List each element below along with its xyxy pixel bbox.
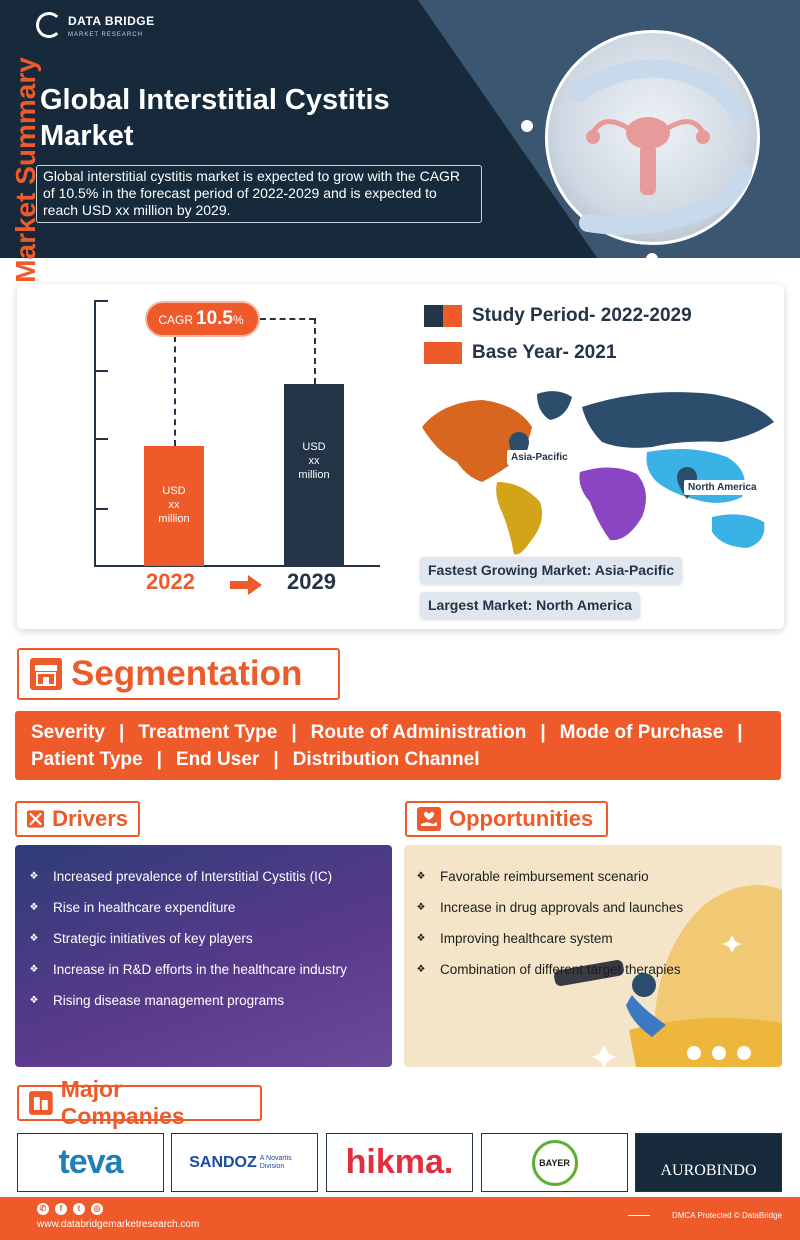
- social-links: [37, 1203, 103, 1215]
- cagr-value: 10.5: [196, 308, 233, 329]
- legend-study-period: [424, 305, 692, 327]
- twitter-icon[interactable]: t: [73, 1203, 85, 1215]
- world-map: [412, 382, 778, 562]
- list-item: [27, 892, 347, 923]
- brand-logo: [36, 12, 155, 38]
- list-item: [414, 954, 683, 985]
- hand-heart-icon: [417, 807, 441, 831]
- segment-separator: |: [291, 722, 297, 743]
- opportunity-text: Combination of different target therapies: [440, 962, 681, 977]
- opportunity-text: Favorable reimbursement scenario: [440, 869, 649, 884]
- brand-logo-icon: [36, 12, 62, 38]
- brand-name: DATA BRIDGE: [68, 14, 155, 28]
- list-item: [27, 954, 347, 985]
- company-logo-bayer: [481, 1133, 628, 1192]
- segmentation-bar: [15, 711, 781, 780]
- diamond-bullet-icon: ❖: [416, 933, 426, 944]
- segment-item: Treatment Type: [138, 722, 278, 743]
- decor-dot: [646, 253, 658, 258]
- bayer-cross-logo: [532, 1140, 578, 1186]
- intro-text: Global interstitial cystitis market is expected to grow with the CAGR of 10.5% in the forecast period of 2022-2029 and is expected to reach USD xx million by 2029.: [36, 165, 482, 223]
- opportunities-heading: [405, 801, 608, 837]
- companies-title: Major Companies: [60, 1076, 185, 1129]
- building-icon: [29, 1091, 53, 1115]
- segment-separator: |: [273, 749, 279, 770]
- y-tick: [94, 370, 108, 372]
- segment-separator: |: [540, 722, 546, 743]
- bar-2029-line: million: [298, 469, 330, 481]
- diamond-bullet-icon: ❖: [416, 902, 426, 913]
- bar-2022-line: xx: [168, 499, 180, 511]
- bar-2029-line: USD: [302, 441, 326, 453]
- diamond-bullet-icon: ❖: [416, 871, 426, 882]
- segment-item: Mode of Purchase: [559, 722, 724, 743]
- header-banner: [0, 0, 800, 258]
- teva-wordmark: teva: [58, 1143, 123, 1181]
- website-link[interactable]: www.databridgemarketresearch.com: [37, 1219, 200, 1230]
- segmentation-title: Segmentation: [71, 654, 303, 693]
- company-logo-sandoz: [171, 1133, 318, 1192]
- fastest-growing-chip: Fastest Growing Market: Asia-Pacific: [420, 557, 682, 584]
- company-logo-aurobindo: [635, 1133, 782, 1192]
- map-label-asia-pacific: Asia-Pacific: [507, 450, 572, 465]
- market-summary-heading: Market Summary: [10, 57, 41, 283]
- bar-2029-line: xx: [308, 455, 320, 467]
- cagr-unit: %: [232, 313, 244, 327]
- bayer-wordmark: BAYER: [539, 1157, 570, 1168]
- list-item: [414, 861, 683, 892]
- cagr-connector: [174, 336, 176, 446]
- page-title: Global Interstitial Cystitis Market: [40, 84, 390, 152]
- segment-item: Distribution Channel: [292, 749, 480, 770]
- arrow-right-icon: [230, 575, 262, 595]
- segment-item: Patient Type: [31, 749, 143, 770]
- companies-heading: [17, 1076, 262, 1129]
- cagr-label: CAGR: [158, 313, 193, 327]
- study-period-text: Study Period- 2022-2029: [472, 305, 692, 326]
- tools-icon: [27, 807, 44, 831]
- diamond-bullet-icon: ❖: [29, 995, 39, 1006]
- decor-dot: [521, 120, 533, 132]
- diamond-bullet-icon: ❖: [29, 933, 39, 944]
- driver-text: Rising disease management programs: [53, 993, 285, 1008]
- brand-tagline: MARKET RESEARCH: [68, 32, 143, 38]
- bar-2022-line: USD: [162, 485, 186, 497]
- list-item: [27, 923, 347, 954]
- list-item: [414, 923, 683, 954]
- map-label-north-america: North America: [684, 480, 761, 495]
- legend-swatch-navy-orange: [424, 305, 462, 327]
- y-tick: [94, 508, 108, 510]
- drivers-panel: [15, 845, 392, 1067]
- diamond-bullet-icon: ❖: [29, 871, 39, 882]
- segment-item: Route of Administration: [310, 722, 527, 743]
- company-logo-teva: [17, 1133, 164, 1192]
- segment-separator: |: [118, 722, 125, 743]
- driver-text: Increase in R&D efforts in the healthcare industry: [53, 962, 347, 977]
- base-year-text: Base Year- 2021: [472, 342, 617, 363]
- list-item: [414, 892, 683, 923]
- dmca-badge: DMCA Protected © DataBridge: [672, 1211, 782, 1220]
- opportunity-text: Increase in drug approvals and launches: [440, 900, 684, 915]
- segment-item: End User: [175, 749, 260, 770]
- segment-separator: |: [156, 749, 162, 770]
- y-tick: [94, 300, 108, 302]
- instagram-icon[interactable]: ◎: [91, 1203, 103, 1215]
- hikma-wordmark: hikma.: [345, 1143, 454, 1181]
- driver-text: Strategic initiatives of key players: [53, 931, 253, 946]
- y-tick: [94, 438, 108, 440]
- facebook-icon[interactable]: f: [55, 1203, 67, 1215]
- segment-separator: |: [737, 722, 743, 743]
- diamond-bullet-icon: ❖: [29, 964, 39, 975]
- aurobindo-wordmark: AUROBINDO: [660, 1161, 757, 1179]
- opportunity-text: Improving healthcare system: [440, 931, 613, 946]
- largest-market-chip: Largest Market: North America: [420, 592, 640, 619]
- segment-item: Severity: [31, 722, 105, 743]
- legend-swatch-orange: [424, 342, 462, 364]
- diamond-bullet-icon: ❖: [416, 964, 426, 975]
- year-end-label: 2029: [287, 569, 336, 594]
- diamond-bullet-icon: ❖: [29, 902, 39, 913]
- drivers-title: Drivers: [52, 806, 128, 831]
- chart-y-axis: [94, 300, 96, 566]
- sandoz-wordmark: SANDOZ: [189, 1153, 257, 1171]
- store-icon: [29, 657, 63, 691]
- footer-divider: [628, 1215, 650, 1216]
- segmentation-heading: [17, 648, 340, 700]
- list-item: [27, 861, 347, 892]
- company-logo-hikma: [326, 1133, 473, 1192]
- list-item: [27, 985, 347, 1016]
- whatsapp-icon[interactable]: ✆: [37, 1203, 49, 1215]
- legend-base-year: [424, 342, 616, 364]
- bar-2022: [144, 446, 204, 566]
- cagr-badge: [145, 301, 260, 337]
- opportunities-title: Opportunities: [449, 806, 594, 831]
- cagr-connector: [314, 318, 316, 384]
- driver-text: Rise in healthcare expenditure: [53, 900, 236, 915]
- year-start-label: 2022: [146, 569, 195, 594]
- driver-text: Increased prevalence of Interstitial Cystitis (IC): [53, 869, 333, 884]
- opportunities-panel: [404, 845, 782, 1067]
- hero-image-uterus-hands: [545, 30, 760, 245]
- cagr-connector: [260, 318, 315, 320]
- drivers-heading: [15, 801, 140, 837]
- sandoz-subtitle: A Novartis Division: [259, 1154, 292, 1170]
- bar-2022-line: million: [158, 513, 190, 525]
- bar-2029: [284, 384, 344, 566]
- footer: [0, 1197, 800, 1240]
